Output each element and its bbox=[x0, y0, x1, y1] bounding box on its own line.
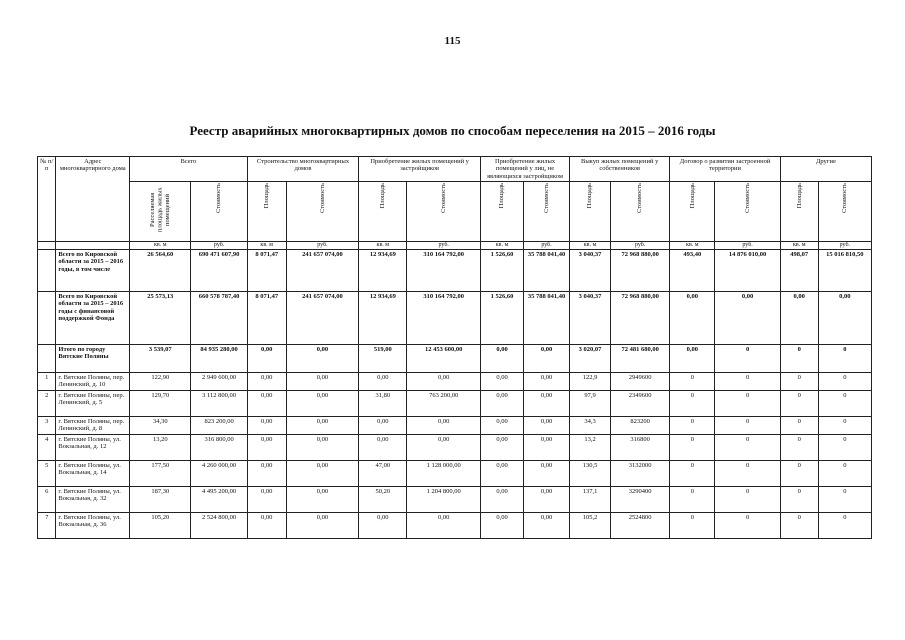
row-value: 0,00 bbox=[670, 344, 715, 372]
row-value: 0,00 bbox=[247, 460, 286, 486]
row-value: 3 112 800,00 bbox=[191, 390, 247, 416]
group-header: Другие bbox=[780, 157, 871, 182]
row-value: 0,00 bbox=[359, 434, 407, 460]
row-value: 498,07 bbox=[780, 249, 818, 291]
unit-area: кв. м bbox=[359, 241, 407, 249]
unit-rub: руб. bbox=[407, 241, 481, 249]
group-header: Выкуп жилых помещений у собственников bbox=[570, 157, 670, 182]
row-value: 0,00 bbox=[524, 434, 570, 460]
row-value: 0,00 bbox=[481, 390, 524, 416]
row-value: 0,00 bbox=[524, 344, 570, 372]
row-number: 6 bbox=[38, 486, 56, 512]
col-address-header: Адрес многоквартирного дома bbox=[56, 157, 130, 242]
row-value: 0 bbox=[670, 416, 715, 434]
row-value: 0,00 bbox=[247, 416, 286, 434]
row-value: 0 bbox=[670, 512, 715, 538]
row-value: 0 bbox=[670, 390, 715, 416]
row-value: 316800 bbox=[610, 434, 669, 460]
unit-area: кв. м bbox=[670, 241, 715, 249]
row-value: 0,00 bbox=[247, 434, 286, 460]
row-address: г. Вятские Поляны, пер. Ленинский, д. 8 bbox=[56, 416, 130, 434]
row-value: 0,00 bbox=[286, 372, 359, 390]
row-value: 0,00 bbox=[286, 416, 359, 434]
row-value: 0 bbox=[715, 486, 780, 512]
row-value: 0 bbox=[715, 344, 780, 372]
row-number bbox=[38, 344, 56, 372]
row-value: 1 128 000,00 bbox=[407, 460, 481, 486]
row-value: 823 200,00 bbox=[191, 416, 247, 434]
row-address: Итого по городу Вятские Поляны bbox=[56, 344, 130, 372]
row-value: 0 bbox=[780, 372, 818, 390]
row-number bbox=[38, 249, 56, 291]
row-value: 0,00 bbox=[780, 291, 818, 344]
row-value: 660 578 787,40 bbox=[191, 291, 247, 344]
row-value: 12 934,69 bbox=[359, 249, 407, 291]
row-value: 3290400 bbox=[610, 486, 669, 512]
row-value: 823200 bbox=[610, 416, 669, 434]
row-value: 0 bbox=[670, 372, 715, 390]
row-value: 4 495 200,00 bbox=[191, 486, 247, 512]
row-value: 0,00 bbox=[359, 372, 407, 390]
summary-row bbox=[38, 344, 872, 372]
row-value: 129,70 bbox=[130, 390, 191, 416]
row-value: 0,00 bbox=[247, 486, 286, 512]
row-value: 0,00 bbox=[286, 434, 359, 460]
row-value: 0,00 bbox=[481, 372, 524, 390]
row-value: 0,00 bbox=[286, 512, 359, 538]
sub-header-cost: Стоимость bbox=[524, 182, 570, 241]
row-value: 0 bbox=[780, 512, 818, 538]
row-value: 0,00 bbox=[818, 291, 871, 344]
row-value: 763 200,00 bbox=[407, 390, 481, 416]
row-value: 310 164 792,00 bbox=[407, 249, 481, 291]
row-value: 690 471 607,90 bbox=[191, 249, 247, 291]
row-value: 35 788 041,40 bbox=[524, 249, 570, 291]
row-address: г. Вятские Поляны, пер. Ленинский, д. 10 bbox=[56, 372, 130, 390]
row-address: г. Вятские Поляны, пер. Ленинский, д. 5 bbox=[56, 390, 130, 416]
row-value: 0 bbox=[818, 460, 871, 486]
sub-header-area: Площадь bbox=[247, 182, 286, 241]
row-value: 0,00 bbox=[481, 512, 524, 538]
registry-table bbox=[37, 156, 872, 539]
row-value: 0 bbox=[780, 390, 818, 416]
row-value: 0,00 bbox=[524, 460, 570, 486]
row-value: 1 204 800,00 bbox=[407, 486, 481, 512]
row-number: 5 bbox=[38, 460, 56, 486]
row-value: 0,00 bbox=[524, 416, 570, 434]
row-number: 1 bbox=[38, 372, 56, 390]
row-value: 0,00 bbox=[247, 344, 286, 372]
row-number: 4 bbox=[38, 434, 56, 460]
table-row bbox=[38, 416, 872, 434]
page-title: Реестр аварийных многоквартирных домов по способам переселения на 2015 – 2016 годы bbox=[189, 123, 716, 138]
row-value: 0 bbox=[715, 434, 780, 460]
row-value: 0 bbox=[818, 434, 871, 460]
row-value: 122,90 bbox=[130, 372, 191, 390]
row-value: 0 bbox=[780, 460, 818, 486]
row-address: Всего по Кировской области за 2015 – 2016 годы с финансовой поддержкой Фонда bbox=[56, 291, 130, 344]
row-value: 72 968 880,00 bbox=[610, 249, 669, 291]
sub-header-cost: Стоимость bbox=[191, 182, 247, 241]
row-value: 2 524 800,00 bbox=[191, 512, 247, 538]
row-value: 0,00 bbox=[407, 512, 481, 538]
row-value: 3 539,07 bbox=[130, 344, 191, 372]
row-value: 47,00 bbox=[359, 460, 407, 486]
unit-rub: руб. bbox=[818, 241, 871, 249]
row-value: 0,00 bbox=[481, 344, 524, 372]
header-row-sub bbox=[38, 182, 872, 241]
summary-row bbox=[38, 249, 872, 291]
row-value: 105,20 bbox=[130, 512, 191, 538]
row-value: 12 453 600,00 bbox=[407, 344, 481, 372]
sub-header-cost: Стоимость bbox=[407, 182, 481, 241]
row-value: 493,40 bbox=[670, 249, 715, 291]
row-value: 1 526,60 bbox=[481, 249, 524, 291]
sub-header-cost: Стоимость bbox=[286, 182, 359, 241]
row-value: 2524800 bbox=[610, 512, 669, 538]
row-value: 13,20 bbox=[130, 434, 191, 460]
sub-header-area: Площадь bbox=[670, 182, 715, 241]
unit-area: кв. м bbox=[130, 241, 191, 249]
row-value: 34,30 bbox=[130, 416, 191, 434]
row-value: 4 260 000,00 bbox=[191, 460, 247, 486]
row-number bbox=[38, 291, 56, 344]
row-number: 7 bbox=[38, 512, 56, 538]
row-value: 3 040,37 bbox=[570, 291, 611, 344]
row-value: 0,00 bbox=[247, 512, 286, 538]
group-header: Приобретение жилых помещений у лиц, не являющихся застройщиком bbox=[481, 157, 570, 182]
row-value: 0,00 bbox=[481, 416, 524, 434]
row-value: 0,00 bbox=[247, 372, 286, 390]
sub-header-area: Площадь bbox=[481, 182, 524, 241]
row-value: 0 bbox=[780, 434, 818, 460]
row-address: Всего по Кировской области за 2015 – 2016 годы, в том числе bbox=[56, 249, 130, 291]
row-value: 0 bbox=[670, 460, 715, 486]
unit-rub: руб. bbox=[610, 241, 669, 249]
row-value: 34,3 bbox=[570, 416, 611, 434]
row-value: 0 bbox=[818, 344, 871, 372]
sub-header-total-area: Расселяемая площадь жилых помещений bbox=[130, 182, 191, 241]
row-value: 0 bbox=[818, 486, 871, 512]
sub-header-area: Площадь bbox=[570, 182, 611, 241]
group-header: Приобретение жилых помещений у застройщиков bbox=[359, 157, 481, 182]
unit-area: кв. м bbox=[481, 241, 524, 249]
row-value: 0,00 bbox=[715, 291, 780, 344]
row-value: 8 071,47 bbox=[247, 291, 286, 344]
table-row bbox=[38, 434, 872, 460]
row-value: 3 040,37 bbox=[570, 249, 611, 291]
row-value: 0 bbox=[780, 344, 818, 372]
row-value: 14 876 010,00 bbox=[715, 249, 780, 291]
row-value: 50,20 bbox=[359, 486, 407, 512]
unit-area: кв. м bbox=[570, 241, 611, 249]
unit-rub: руб. bbox=[286, 241, 359, 249]
group-header: Всего bbox=[130, 157, 248, 182]
row-value: 0 bbox=[818, 390, 871, 416]
row-value: 0,00 bbox=[286, 460, 359, 486]
row-address: г. Вятские Поляны, ул. Вокзальная, д. 32 bbox=[56, 486, 130, 512]
group-header: Строительство многоквартирных домов bbox=[247, 157, 359, 182]
row-value: 0 bbox=[818, 512, 871, 538]
row-value: 0,00 bbox=[359, 416, 407, 434]
row-value: 519,00 bbox=[359, 344, 407, 372]
row-value: 31,80 bbox=[359, 390, 407, 416]
row-value: 105,2 bbox=[570, 512, 611, 538]
row-value: 0,00 bbox=[247, 390, 286, 416]
header-row-groups bbox=[38, 157, 872, 182]
row-value: 12 934,69 bbox=[359, 291, 407, 344]
row-value: 0 bbox=[780, 416, 818, 434]
row-value: 187,30 bbox=[130, 486, 191, 512]
row-value: 25 573,13 bbox=[130, 291, 191, 344]
row-value: 2 949 600,00 bbox=[191, 372, 247, 390]
row-value: 0 bbox=[715, 460, 780, 486]
row-value: 0,00 bbox=[286, 344, 359, 372]
row-value: 84 935 280,00 bbox=[191, 344, 247, 372]
row-value: 316 800,00 bbox=[191, 434, 247, 460]
row-value: 241 657 074,00 bbox=[286, 249, 359, 291]
table-row bbox=[38, 512, 872, 538]
row-value: 0 bbox=[715, 416, 780, 434]
row-value: 3132000 bbox=[610, 460, 669, 486]
sub-header-cost: Стоимость bbox=[715, 182, 780, 241]
row-value: 8 071,47 bbox=[247, 249, 286, 291]
registry-body bbox=[38, 249, 872, 538]
row-value: 0,00 bbox=[359, 512, 407, 538]
row-address: г. Вятские Поляны, ул. Вокзальная, д. 14 bbox=[56, 460, 130, 486]
table-row bbox=[38, 486, 872, 512]
row-value: 0 bbox=[715, 390, 780, 416]
row-value: 15 016 810,50 bbox=[818, 249, 871, 291]
row-value: 0 bbox=[670, 486, 715, 512]
row-address: г. Вятские Поляны, ул. Вокзальная, д. 12 bbox=[56, 434, 130, 460]
sub-header-cost: Стоимость bbox=[610, 182, 669, 241]
table-row bbox=[38, 390, 872, 416]
row-number: 3 bbox=[38, 416, 56, 434]
unit-rub: руб. bbox=[715, 241, 780, 249]
row-value: 0,00 bbox=[524, 390, 570, 416]
unit-area: кв. м bbox=[780, 241, 818, 249]
row-value: 0,00 bbox=[481, 486, 524, 512]
summary-row bbox=[38, 291, 872, 344]
row-value: 0,00 bbox=[481, 460, 524, 486]
row-value: 72 481 680,00 bbox=[610, 344, 669, 372]
row-value: 2949600 bbox=[610, 372, 669, 390]
row-value: 0 bbox=[670, 434, 715, 460]
row-value: 0 bbox=[818, 372, 871, 390]
row-value: 0,00 bbox=[524, 512, 570, 538]
table-row bbox=[38, 372, 872, 390]
row-value: 72 968 880,00 bbox=[610, 291, 669, 344]
row-value: 0,00 bbox=[286, 390, 359, 416]
row-value: 0,00 bbox=[524, 486, 570, 512]
sub-header-area: Площадь bbox=[359, 182, 407, 241]
unit-rub: руб. bbox=[524, 241, 570, 249]
row-value: 26 564,60 bbox=[130, 249, 191, 291]
row-value: 2349600 bbox=[610, 390, 669, 416]
row-value: 130,5 bbox=[570, 460, 611, 486]
row-value: 0 bbox=[715, 372, 780, 390]
row-value: 0 bbox=[818, 416, 871, 434]
group-header: Договор о развитии застроенной территории bbox=[670, 157, 781, 182]
units-row bbox=[38, 241, 872, 249]
row-value: 137,1 bbox=[570, 486, 611, 512]
row-value: 13,2 bbox=[570, 434, 611, 460]
row-value: 0,00 bbox=[524, 372, 570, 390]
unit-area: кв. м bbox=[247, 241, 286, 249]
row-value: 177,50 bbox=[130, 460, 191, 486]
row-value: 97,9 bbox=[570, 390, 611, 416]
row-value: 0,00 bbox=[481, 434, 524, 460]
row-value: 0,00 bbox=[407, 434, 481, 460]
unit-rub: руб. bbox=[191, 241, 247, 249]
row-value: 3 020,07 bbox=[570, 344, 611, 372]
row-value: 1 526,60 bbox=[481, 291, 524, 344]
row-value: 310 164 792,00 bbox=[407, 291, 481, 344]
col-num-header: № п/п bbox=[38, 157, 56, 242]
row-value: 0,00 bbox=[407, 416, 481, 434]
row-value: 0 bbox=[780, 486, 818, 512]
sub-header-cost: Стоимость bbox=[818, 182, 871, 241]
page-number: 115 bbox=[444, 35, 461, 47]
row-value: 0 bbox=[715, 512, 780, 538]
row-value: 35 788 041,40 bbox=[524, 291, 570, 344]
row-value: 122,9 bbox=[570, 372, 611, 390]
sub-header-area: Площадь bbox=[780, 182, 818, 241]
row-value: 241 657 074,00 bbox=[286, 291, 359, 344]
row-value: 0,00 bbox=[286, 486, 359, 512]
row-number: 2 bbox=[38, 390, 56, 416]
table-row bbox=[38, 460, 872, 486]
row-value: 0,00 bbox=[407, 372, 481, 390]
row-address: г. Вятские Поляны, ул. Вокзальная, д. 36 bbox=[56, 512, 130, 538]
row-value: 0,00 bbox=[670, 291, 715, 344]
